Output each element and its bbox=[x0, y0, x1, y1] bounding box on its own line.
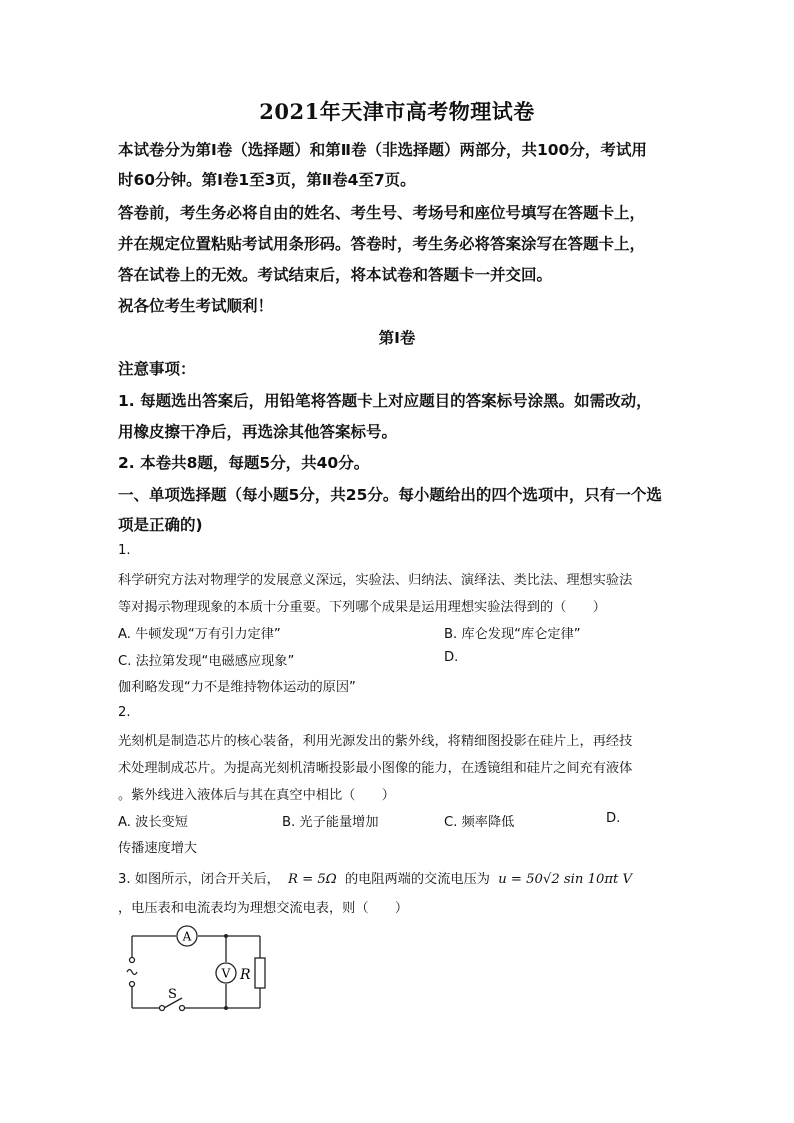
intro-line-1: 本试卷分为第Ⅰ卷（选择题）和第Ⅱ卷（非选择题）两部分，共100分，考试用 bbox=[118, 141, 647, 159]
notes-heading: 注意事项： bbox=[118, 360, 196, 378]
part-heading-line-2: 项是正确的) bbox=[118, 516, 203, 534]
q1-option-c: C. 法拉第发现“电磁感应现象” bbox=[118, 654, 295, 669]
q1-option-d: D. bbox=[444, 650, 459, 665]
intro-line-5: 答在试卷上的无效。考试结束后，将本试卷和答题卡一并交回。 bbox=[118, 266, 553, 284]
note-line-1: 1. 每题选出答案后，用铅笔将答题卡上对应题目的答案标号涂黑。如需改动， bbox=[118, 392, 652, 410]
q2-option-d-text: 传播速度增大 bbox=[118, 841, 198, 856]
q3-stem-line-1 bbox=[118, 868, 632, 887]
q1-stem-line-1: 科学研究方法对物理学的发展意义深远，实验法、归纳法、演绎法、类比法、理想实验法 bbox=[118, 573, 633, 588]
q1-option-b: B. 库仑发现“库仑定律” bbox=[444, 627, 581, 642]
q2-number: 2. bbox=[118, 705, 131, 720]
q2-option-b: B. 光子能量增加 bbox=[282, 815, 379, 830]
q3-resistance: R = 5Ω bbox=[288, 872, 337, 887]
q2-stem-line-2: 术处理制成芯片。为提高光刻机清晰投影最小图像的能力，在透镜组和硅片之间充有液体 bbox=[118, 761, 633, 776]
resistor-symbol bbox=[255, 958, 265, 988]
q3-stem-line-2: ，电压表和电流表均为理想交流电表，则（ ） bbox=[118, 901, 409, 916]
voltmeter-label: V bbox=[221, 966, 231, 981]
note-line-3: 2. 本卷共8题，每题5分，共40分。 bbox=[118, 454, 370, 472]
q1-number: 1. bbox=[118, 543, 131, 558]
q3-mid-text: 的电阻两端的交流电压为 bbox=[344, 872, 490, 887]
section-title: 第Ⅰ卷 bbox=[378, 329, 416, 347]
q1-stem-line-2: 等对揭示物理现象的本质十分重要。下列哪个成果是运用理想实验法得到的（ ） bbox=[118, 600, 606, 615]
intro-line-4: 并在规定位置粘贴考试用条形码。答卷时，考生务必将答案涂写在答题卡上， bbox=[118, 235, 646, 253]
circuit-diagram bbox=[118, 922, 278, 1022]
q1-option-a: A. 牛顿发现“万有引力定律” bbox=[118, 627, 281, 642]
q2-option-a: A. 波长变短 bbox=[118, 815, 188, 830]
q3-number-text: 3. 如图所示，闭合开关后， bbox=[118, 872, 280, 887]
intro-line-3: 答卷前，考生务必将自由的姓名、考生号、考场号和座位号填写在答题卡上， bbox=[118, 204, 646, 222]
q1-option-d-text: 伽利略发现“力不是维持物体运动的原因” bbox=[118, 680, 356, 695]
intro-line-6: 祝各位考生考试顺利！ bbox=[118, 297, 274, 315]
intro-line-2: 时60分钟。第Ⅰ卷1至3页，第Ⅱ卷4至7页。 bbox=[118, 171, 416, 189]
q3-voltage: u = 50√2 sin 10πt V bbox=[498, 872, 633, 887]
note-line-2: 用橡皮擦干净后，再选涂其他答案标号。 bbox=[118, 423, 398, 441]
q2-stem-line-1: 光刻机是制造芯片的核心装备，利用光源发出的紫外线，将精细图投影在硅片上，再经技 bbox=[118, 734, 633, 749]
q2-option-c: C. 频率降低 bbox=[444, 815, 515, 830]
resistor-label: R bbox=[240, 967, 251, 983]
ammeter-label: A bbox=[182, 929, 192, 944]
q2-stem-line-3: 。紫外线进入液体后与其在真空中相比（ ） bbox=[118, 788, 395, 803]
q2-option-d: D. bbox=[606, 811, 621, 826]
switch-label: S bbox=[168, 987, 177, 1002]
exam-title: 2021年天津市高考物理试卷 bbox=[259, 99, 535, 124]
part-heading-line-1: 一、单项选择题（每小题5分，共25分。每小题给出的四个选项中，只有一个选 bbox=[118, 486, 662, 504]
